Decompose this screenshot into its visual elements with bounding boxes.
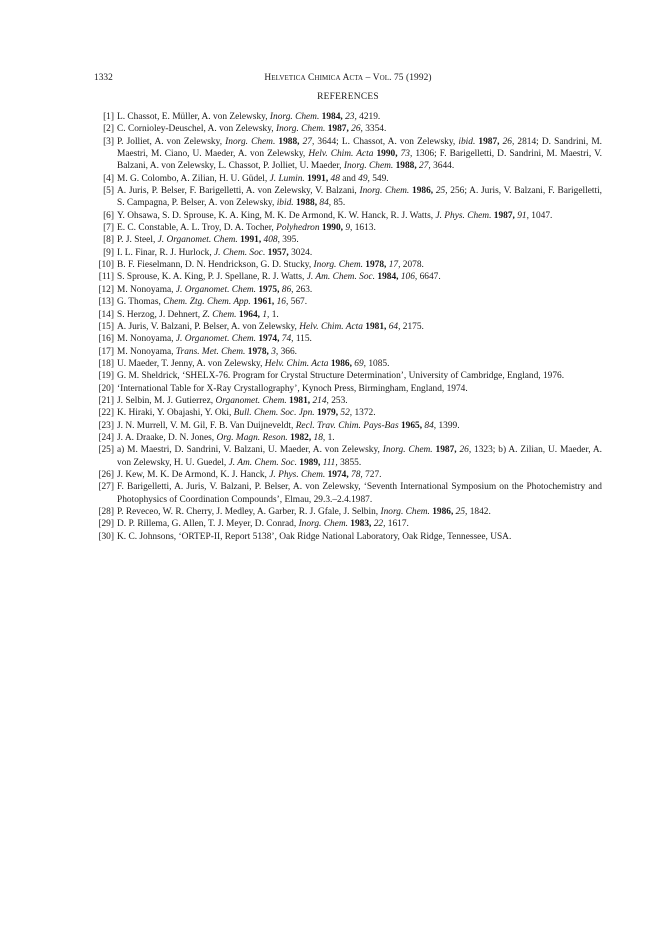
reference-number: [9] <box>103 247 114 258</box>
reference-item <box>94 531 602 543</box>
reference-item <box>94 296 602 308</box>
reference-text: M. Nonoyama, J. Organomet. Chem. 1975, 86, 263. <box>117 284 313 295</box>
page-number: 1332 <box>94 73 113 83</box>
reference-item <box>94 420 602 432</box>
reference-number: [8] <box>103 235 114 246</box>
reference-number: [25] <box>98 445 114 456</box>
reference-number: [30] <box>98 531 114 542</box>
reference-number: [11] <box>98 272 114 283</box>
reference-text: S. Sprouse, K. A. King, P. J. Spellane, R. J. Watts, J. Am. Chem. Soc. 1984, 106, 6647. <box>117 272 441 283</box>
reference-text: ‘International Table for X-Ray Crystallography’, Kynoch Press, Birmingham, England, 1974. <box>117 383 468 394</box>
reference-item <box>94 222 602 234</box>
reference-item <box>94 234 602 246</box>
reference-item <box>94 333 602 345</box>
reference-text: L. Chassot, E. Müller, A. von Zelewsky, Inorg. Chem. 1984, 23, 4219. <box>117 112 381 122</box>
reference-item <box>94 259 602 271</box>
reference-item <box>94 247 602 259</box>
reference-text: D. P. Rillema, G. Allen, T. J. Meyer, D. Conrad, Inorg. Chem. 1983, 22, 1617. <box>117 519 409 530</box>
reference-number: [29] <box>98 519 114 530</box>
reference-text: A. Juris, V. Balzani, P. Belser, A. von Zelewsky, Helv. Chim. Acta 1981, 64, 2175. <box>117 321 424 332</box>
reference-item <box>94 271 602 283</box>
reference-number: [17] <box>98 346 114 357</box>
reference-number: [12] <box>98 284 114 295</box>
reference-item <box>94 383 602 395</box>
reference-number: [28] <box>98 507 114 517</box>
reference-text: a) M. Maestri, D. Sandrini, V. Balzani, U. Maeder, A. von Zelewsky, Inorg. Chem. 1987, 26, 1323; b) A. Zilian, U. Maeder, A. von Zelewsky, H. U. Guedel, J. Am. Chem. Soc. 1989, 111, 3855. <box>117 445 602 468</box>
reference-text: P. Jolliet, A. von Zelewsky, Inorg. Chem. 1988, 27, 3644; L. Chassot, A. von Zelewsky, ibid. 1987, 26, 2814; D. Sandrini, M. Maestri, M. Ciano, U. Maeder, A. von Zelewsky, Helv. Chim. Acta 1990, 73, 1306; F. Barigelletti, D. Sandrini, M. Maestri, V. Balzani, A. von Zelewsky, L. Chassot, P. Jolliet, U. Maeder, Inorg. Chem. 1988, 27, 3644. <box>117 136 603 172</box>
reference-item <box>94 370 602 382</box>
reference-number: [26] <box>98 469 114 480</box>
reference-text: E. C. Constable, A. L. Troy, D. A. Tocher, Polyhedron 1990, 9, 1613. <box>117 223 376 234</box>
reference-text: B. F. Fieselmann, D. N. Hendrickson, G. D. Stucky, Inorg. Chem. 1978, 17, 2078. <box>117 260 424 271</box>
reference-item <box>94 321 602 333</box>
reference-number: [14] <box>98 309 114 320</box>
reference-item <box>94 111 602 123</box>
reference-number: [21] <box>98 395 114 406</box>
reference-text: P. J. Steel, J. Organomet. Chem. 1991, 408, 395. <box>117 235 299 246</box>
reference-item <box>94 506 602 518</box>
reference-number: [7] <box>103 223 114 234</box>
reference-item <box>94 444 602 469</box>
reference-text: M. Nonoyama, J. Organomet. Chem. 1974, 74, 115. <box>117 334 312 345</box>
reference-text: C. Cornioley-Deuschel, A. von Zelewsky, Inorg. Chem. 1987, 26, 3354. <box>117 124 387 135</box>
reference-text: J. A. Draake, D. N. Jones, Org. Magn. Reson. 1982, 18, 1. <box>117 432 335 443</box>
reference-item <box>94 136 602 173</box>
reference-number: [3] <box>103 136 114 147</box>
reference-text: J. Selbin, M. J. Gutierrez, Organomet. Chem. 1981, 214, 253. <box>117 395 348 406</box>
reference-text: S. Herzog, J. Dehnert, Z. Chem. 1964, 1, 1. <box>117 309 279 320</box>
reference-text: K. C. Johnsons, ‘ORTEP-II, Report 5138’, Oak Ridge National Laboratory, Oak Ridge, Tennessee, USA. <box>117 531 512 542</box>
reference-number: [13] <box>98 297 114 308</box>
reference-item <box>94 123 602 135</box>
reference-number: [10] <box>98 260 114 271</box>
reference-number: [23] <box>98 420 114 431</box>
reference-text: J. N. Murrell, V. M. Gil, F. B. Van Duijneveldt, Recl. Trav. Chim. Pays-Bas 1965, 84, 1399. <box>117 420 460 431</box>
reference-text: K. Hiraki, Y. Obajashi, Y. Oki, Bull. Chem. Soc. Jpn. 1979, 52, 1372. <box>117 408 376 419</box>
journal-title: Helvetica Chimica Acta – Vol. 75 (1992) <box>264 73 432 83</box>
reference-text: Y. Ohsawa, S. D. Sprouse, K. A. King, M. K. De Armond, K. W. Hanck, R. J. Watts, J. Phys. Chem. 1987, 91, 1047. <box>117 210 553 221</box>
reference-number: [4] <box>103 173 114 184</box>
reference-number: [24] <box>98 432 114 443</box>
reference-text: M. Nonoyama, Trans. Met. Chem. 1978, 3, 366. <box>117 346 297 357</box>
reference-number: [2] <box>103 124 114 135</box>
reference-item <box>94 481 602 506</box>
reference-text: G. M. Sheldrick, ‘SHELX-76. Program for Crystal Structure Determination’, University of Cambridge, England, 1976. <box>117 371 565 382</box>
reference-text: M. G. Colombo, A. Zilian, H. U. Güdel, J. Lumin. 1991, 48 and 49, 549. <box>117 173 389 184</box>
reference-item <box>94 432 602 444</box>
reference-item <box>94 284 602 296</box>
reference-text: J. Kew, M. K. De Armond, K. J. Hanck, J. Phys. Chem. 1974, 78, 727. <box>117 469 382 480</box>
reference-item <box>94 173 602 185</box>
reference-text: F. Barigelletti, A. Juris, V. Balzani, P. Belser, A. von Zelewsky, ‘Seventh International Symposium on the Photochemistry and Photophysics of Coordination Compounds’, Elmau, 29.3.–2.4.1987. <box>117 482 602 505</box>
reference-item <box>94 309 602 321</box>
reference-item <box>94 346 602 358</box>
reference-text: I. L. Finar, R. J. Hurlock, J. Chem. Soc. 1957, 3024. <box>117 247 313 258</box>
references-heading: REFERENCES <box>317 92 379 102</box>
reference-item <box>94 469 602 481</box>
reference-text: P. Reveceo, W. R. Cherry, J. Medley, A. Garber, R. J. Gfale, J. Selbin, Inorg. Chem. 1986, 25, 1842. <box>117 507 491 517</box>
reference-item <box>94 185 602 210</box>
reference-number: [15] <box>98 321 114 332</box>
reference-item <box>94 358 602 370</box>
reference-number: [16] <box>98 334 114 345</box>
reference-number: [1] <box>103 112 114 122</box>
reference-text: U. Maeder, T. Jenny, A. von Zelewsky, Helv. Chim. Acta 1986, 69, 1085. <box>117 358 390 369</box>
reference-number: [18] <box>98 358 114 369</box>
reference-list <box>94 111 602 543</box>
reference-number: [5] <box>103 186 114 197</box>
reference-number: [19] <box>98 371 114 382</box>
reference-number: [22] <box>98 408 114 419</box>
reference-number: [27] <box>98 482 114 493</box>
reference-text: A. Juris, P. Belser, F. Barigelletti, A. von Zelewsky, V. Balzani, Inorg. Chem. 1986, 25, 256; A. Juris, V. Balzani, F. Barigelletti, S. Campagna, P. Belser, A. von Zelewsky, ibid. 1988, 84, 85. <box>117 186 603 209</box>
reference-number: [6] <box>103 210 114 221</box>
reference-item <box>94 518 602 530</box>
reference-item <box>94 407 602 419</box>
reference-number: [20] <box>98 383 114 394</box>
reference-item <box>94 210 602 222</box>
reference-text: G. Thomas, Chem. Ztg. Chem. App. 1961, 16, 567. <box>117 297 308 308</box>
reference-item <box>94 395 602 407</box>
